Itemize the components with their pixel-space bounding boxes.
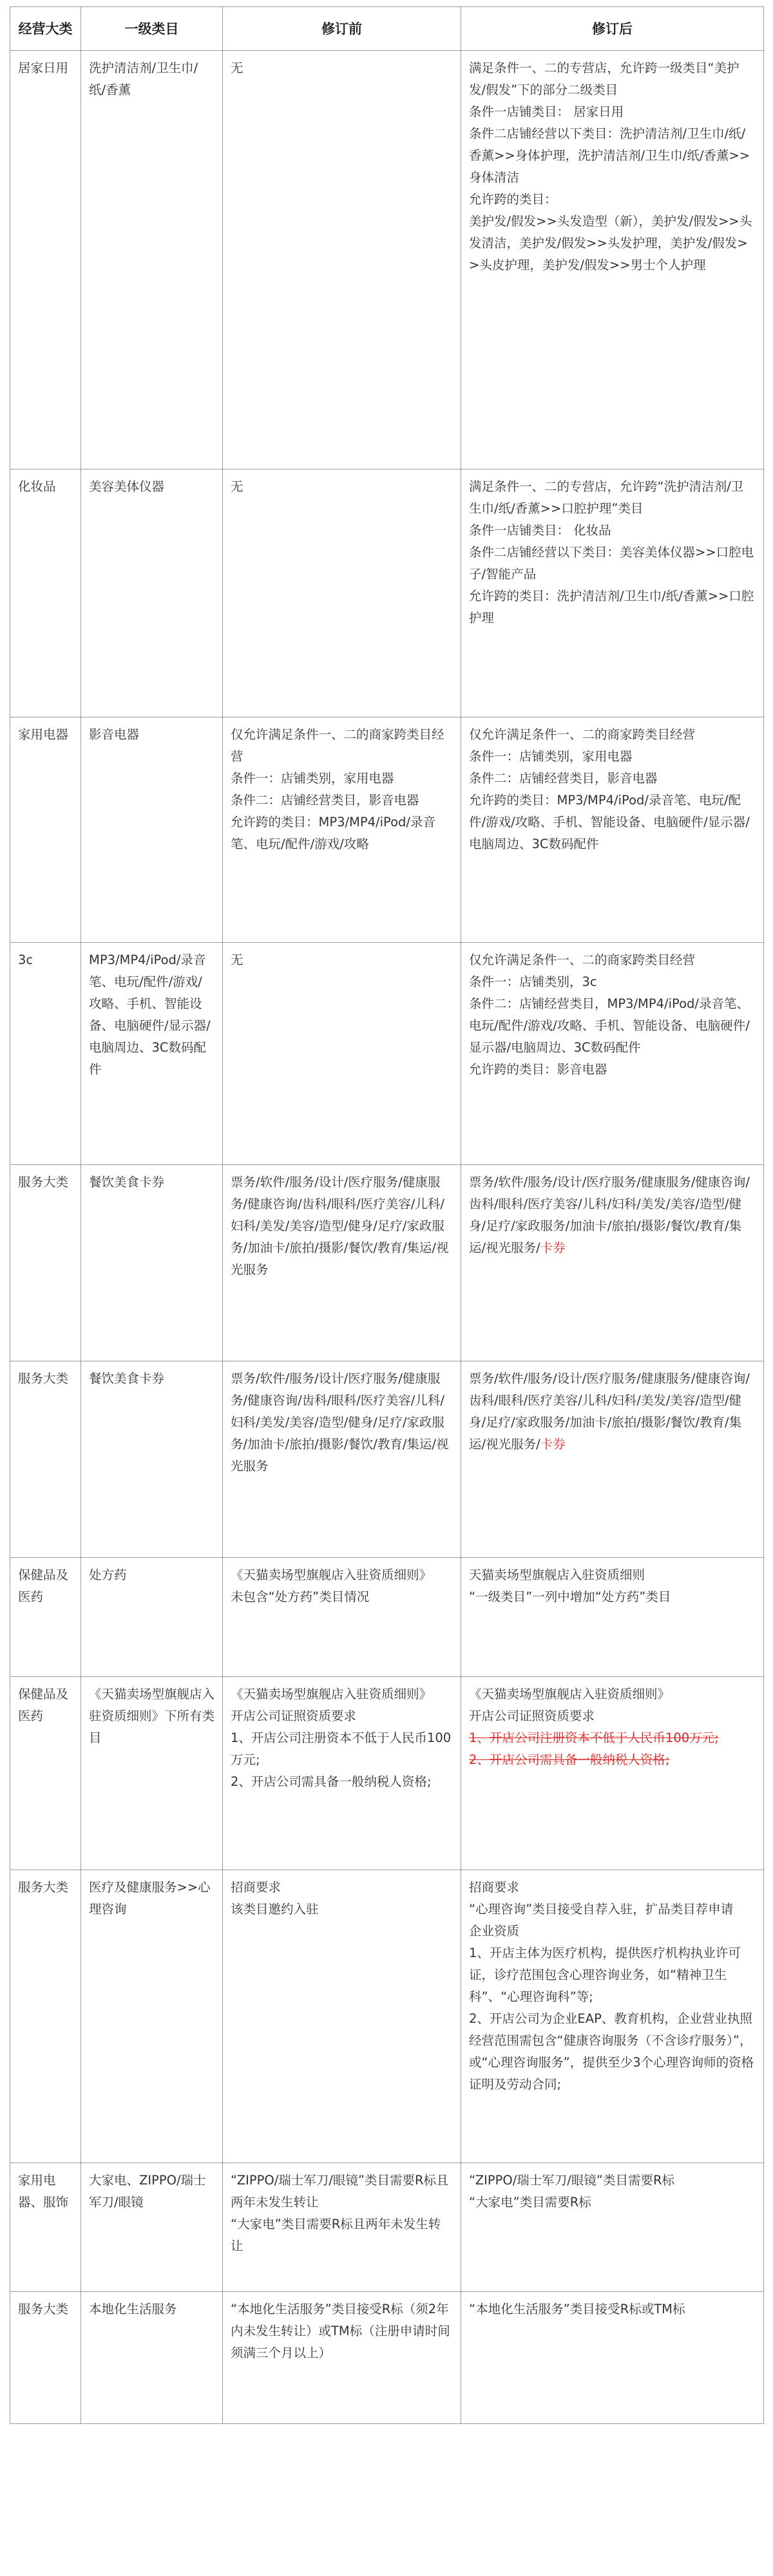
after-cell [461, 1361, 764, 1558]
before-cell [223, 1165, 461, 1361]
subcategory-cell: 影音电器 [81, 717, 223, 943]
after-text: 条件一：店铺类别，家用电器 [469, 749, 633, 764]
after-highlight-text: 卡券 [540, 1437, 566, 1452]
after-text: 《天猫卖场型旗舰店入驻资质细则》 [469, 1687, 671, 1701]
after-cell [461, 2163, 764, 2292]
table-row [10, 1870, 764, 2163]
category-cell: 保健品及医药 [10, 1558, 81, 1677]
before-cell [223, 2163, 461, 2292]
before-text: 2、开店公司需具备一般纳税人资格; [231, 1774, 432, 1789]
after-text: 允许跨的类目： [469, 192, 557, 207]
after-text: 条件二：店铺经营类目，影音电器 [469, 771, 658, 786]
before-cell [223, 2292, 461, 2424]
subcategory-cell: 《天猫卖场型旗舰店入驻资质细则》下所有类目 [81, 1677, 223, 1870]
after-text: 仅允许满足条件一、二的商家跨类目经营 [469, 727, 696, 742]
table-row [10, 2292, 764, 2424]
after-text: 允许跨的类目：洗护清洁剂/卫生巾/纸/香薰>>口腔护理 [469, 589, 754, 625]
after-highlight-text: 卡券 [540, 1240, 566, 1255]
after-text: 条件二店铺经营以下类目：洗护清洁剂/卫生巾/纸/香薰>>身体护理，洗护清洁剂/卫生巾/纸/香薰>>身体清洁 [469, 126, 750, 185]
after-text: 美护发/假发>>头发造型（新），美护发/假发>>头发清洁，美护发/假发>>头发护理，美护发/假发>>头皮护理，美护发/假发>>男士个人护理 [469, 214, 752, 272]
after-cell [461, 2292, 764, 2424]
category-cell: 服务大类 [10, 1361, 81, 1558]
category-cell: 家用电器、服饰 [10, 2163, 81, 2292]
before-cell [223, 51, 461, 469]
revision-table [10, 6, 764, 2424]
after-text: 条件二店铺经营以下类目：美容美体仪器>>口腔电子/智能产品 [469, 545, 754, 582]
struck-text: 2、开店公司需具备一般纳税人资格; [469, 1752, 670, 1767]
before-text: 允许跨的类目：MP3/MP4/iPod/录音笔、电玩/配件/游戏/攻略 [231, 815, 435, 851]
after-text: 允许跨的类目：MP3/MP4/iPod/录音笔、电玩/配件/游戏/攻略、手机、智能设备、电脑硬件/显示器/电脑周边、3C数码配件 [469, 793, 750, 851]
subcategory-cell: 美容美体仪器 [81, 469, 223, 717]
after-cell [461, 1558, 764, 1677]
table-row [10, 1165, 764, 1361]
before-text: 条件二：店铺经营类目，影音电器 [231, 793, 419, 808]
before-text: 开店公司证照资质要求 [231, 1709, 357, 1723]
before-text: 无 [231, 61, 243, 75]
after-text: 条件一店铺类目： 化妆品 [469, 523, 611, 538]
before-cell [223, 1677, 461, 1870]
after-cell [461, 469, 764, 717]
before-text: 无 [231, 479, 243, 494]
subcategory-cell: 餐饮美食卡券 [81, 1361, 223, 1558]
after-text: 条件一：店铺类别，3c [469, 974, 597, 989]
after-text: 票务/软件/服务/设计/医疗服务/健康服务/健康咨询/齿科/眼科/医疗美容/儿科/妇科/美发/美容/造型/健身/足疗/家政服务/加油卡/旅拍/摄影/餐饮/教育/集运/视光服务/ [469, 1371, 750, 1452]
before-text: “本地化生活服务”类目接受R标（须2年内未发生转让）或TM标（注册申请时间须满三个月以上） [231, 2302, 450, 2360]
after-text: 允许跨的类目：影音电器 [469, 1062, 607, 1077]
header-subcategory: 一级类目 [81, 7, 223, 51]
category-cell: 化妆品 [10, 469, 81, 717]
before-text: 1、开店公司注册资本不低于人民币100万元; [231, 1730, 452, 1767]
before-cell [223, 943, 461, 1165]
before-cell [223, 469, 461, 717]
table-row [10, 51, 764, 469]
after-cell [461, 717, 764, 943]
after-text: 仅允许满足条件一、二的商家跨类目经营 [469, 952, 696, 967]
after-text: 满足条件一、二的专营店，允许跨一级类目“美护发/假发”下的部分二级类目 [469, 61, 740, 97]
after-text: 天猫卖场型旗舰店入驻资质细则 [469, 1567, 645, 1582]
before-text: 该类目邀约入驻 [231, 1902, 319, 1917]
after-text: 2、开店公司为企业EAP、教育机构，企业营业执照经营范围需包含“健康咨询服务（不含诊疗服务）”，或“心理咨询服务”，提供至少3个心理咨询师的资格证明及劳动合同; [469, 2011, 754, 2092]
before-cell [223, 1870, 461, 2163]
table-row [10, 2163, 764, 2292]
table-row [10, 717, 764, 943]
header-after: 修订后 [461, 7, 764, 51]
table-row [10, 1677, 764, 1870]
before-text: 《天猫卖场型旗舰店入驻资质细则》 [231, 1567, 432, 1582]
category-cell: 居家日用 [10, 51, 81, 469]
after-text: 票务/软件/服务/设计/医疗服务/健康服务/健康咨询/齿科/眼科/医疗美容/儿科/妇科/美发/美容/造型/健身/足疗/家政服务/加油卡/旅拍/摄影/餐饮/教育/集运/视光服务/ [469, 1175, 750, 1255]
table-row [10, 1361, 764, 1558]
after-text: 条件二：店铺经营类目，MP3/MP4/iPod/录音笔、电玩/配件/游戏/攻略、手机、智能设备、电脑硬件/显示器/电脑周边、3C数码配件 [469, 996, 750, 1055]
after-cell [461, 943, 764, 1165]
after-text: “ZIPPO/瑞士军刀/眼镜”类目需要R标 [469, 2173, 675, 2188]
table-row [10, 1558, 764, 1677]
category-cell: 保健品及医药 [10, 1677, 81, 1870]
table-header-row [10, 7, 764, 51]
before-text: “ZIPPO/瑞士军刀/眼镜”类目需要R标且两年未发生转让 [231, 2173, 449, 2210]
table-row [10, 469, 764, 717]
category-cell: 服务大类 [10, 2292, 81, 2424]
after-cell [461, 1165, 764, 1361]
after-cell [461, 1870, 764, 2163]
subcategory-cell: 洗护清洁剂/卫生巾/纸/香薰 [81, 51, 223, 469]
after-text: 企业资质 [469, 1924, 520, 1938]
before-text: 无 [231, 952, 243, 967]
after-text: “一级类目”一列中增加“处方药”类目 [469, 1589, 671, 1604]
category-cell: 服务大类 [10, 1870, 81, 2163]
before-text: 票务/软件/服务/设计/医疗服务/健康服务/健康咨询/齿科/眼科/医疗美容/儿科/妇科/美发/美容/造型/健身/足疗/家政服务/加油卡/旅拍/摄影/餐饮/教育/集运/视光服务 [231, 1175, 449, 1277]
after-cell [461, 51, 764, 469]
after-text: 开店公司证照资质要求 [469, 1709, 595, 1723]
struck-text: 1、开店公司注册资本不低于人民币100万元; [469, 1730, 719, 1745]
category-cell: 3c [10, 943, 81, 1165]
before-text: 条件一：店铺类别，家用电器 [231, 771, 394, 786]
subcategory-cell: MP3/MP4/iPod/录音笔、电玩/配件/游戏/攻略、手机、智能设备、电脑硬件/显示器/电脑周边、3C数码配件 [81, 943, 223, 1165]
subcategory-cell: 本地化生活服务 [81, 2292, 223, 2424]
subcategory-cell: 医疗及健康服务>>心理咨询 [81, 1870, 223, 2163]
header-before: 修订前 [223, 7, 461, 51]
category-cell: 家用电器 [10, 717, 81, 943]
before-text: 票务/软件/服务/设计/医疗服务/健康服务/健康咨询/齿科/眼科/医疗美容/儿科/妇科/美发/美容/造型/健身/足疗/家政服务/加油卡/旅拍/摄影/餐饮/教育/集运/视光服务 [231, 1371, 449, 1473]
before-text: 招商要求 [231, 1880, 282, 1895]
after-text: 满足条件一、二的专营店，允许跨“洗护清洁剂/卫生巾/纸/香薰>>口腔护理”类目 [469, 479, 744, 516]
after-cell [461, 1677, 764, 1870]
before-cell [223, 1558, 461, 1677]
after-text: 1、开店主体为医疗机构，提供医疗机构执业许可证，诊疗范围包含心理咨询业务，如“精神卫生科”、“心理咨询科”等; [469, 1946, 741, 2004]
after-text: “心理咨询”类目接受自荐入驻，扩品类目荐申请 [469, 1902, 734, 1917]
before-text: “大家电”类目需要R标且两年未发生转让 [231, 2217, 441, 2253]
subcategory-cell: 餐饮美食卡券 [81, 1165, 223, 1361]
category-cell: 服务大类 [10, 1165, 81, 1361]
after-text: 招商要求 [469, 1880, 520, 1895]
after-text: 条件一店铺类目： 居家日用 [469, 104, 624, 119]
before-text: 未包含“处方药”类目情况 [231, 1589, 370, 1604]
before-cell [223, 717, 461, 943]
after-text: “大家电”类目需要R标 [469, 2195, 591, 2210]
subcategory-cell: 大家电、ZIPPO/瑞士军刀/眼镜 [81, 2163, 223, 2292]
after-text: “本地化生活服务”类目接受R标或TM标 [469, 2302, 685, 2316]
table-row [10, 943, 764, 1165]
subcategory-cell: 处方药 [81, 1558, 223, 1677]
header-category: 经营大类 [10, 7, 81, 51]
before-cell [223, 1361, 461, 1558]
before-text: 仅允许满足条件一、二的商家跨类目经营 [231, 727, 444, 764]
before-text: 《天猫卖场型旗舰店入驻资质细则》 [231, 1687, 432, 1701]
